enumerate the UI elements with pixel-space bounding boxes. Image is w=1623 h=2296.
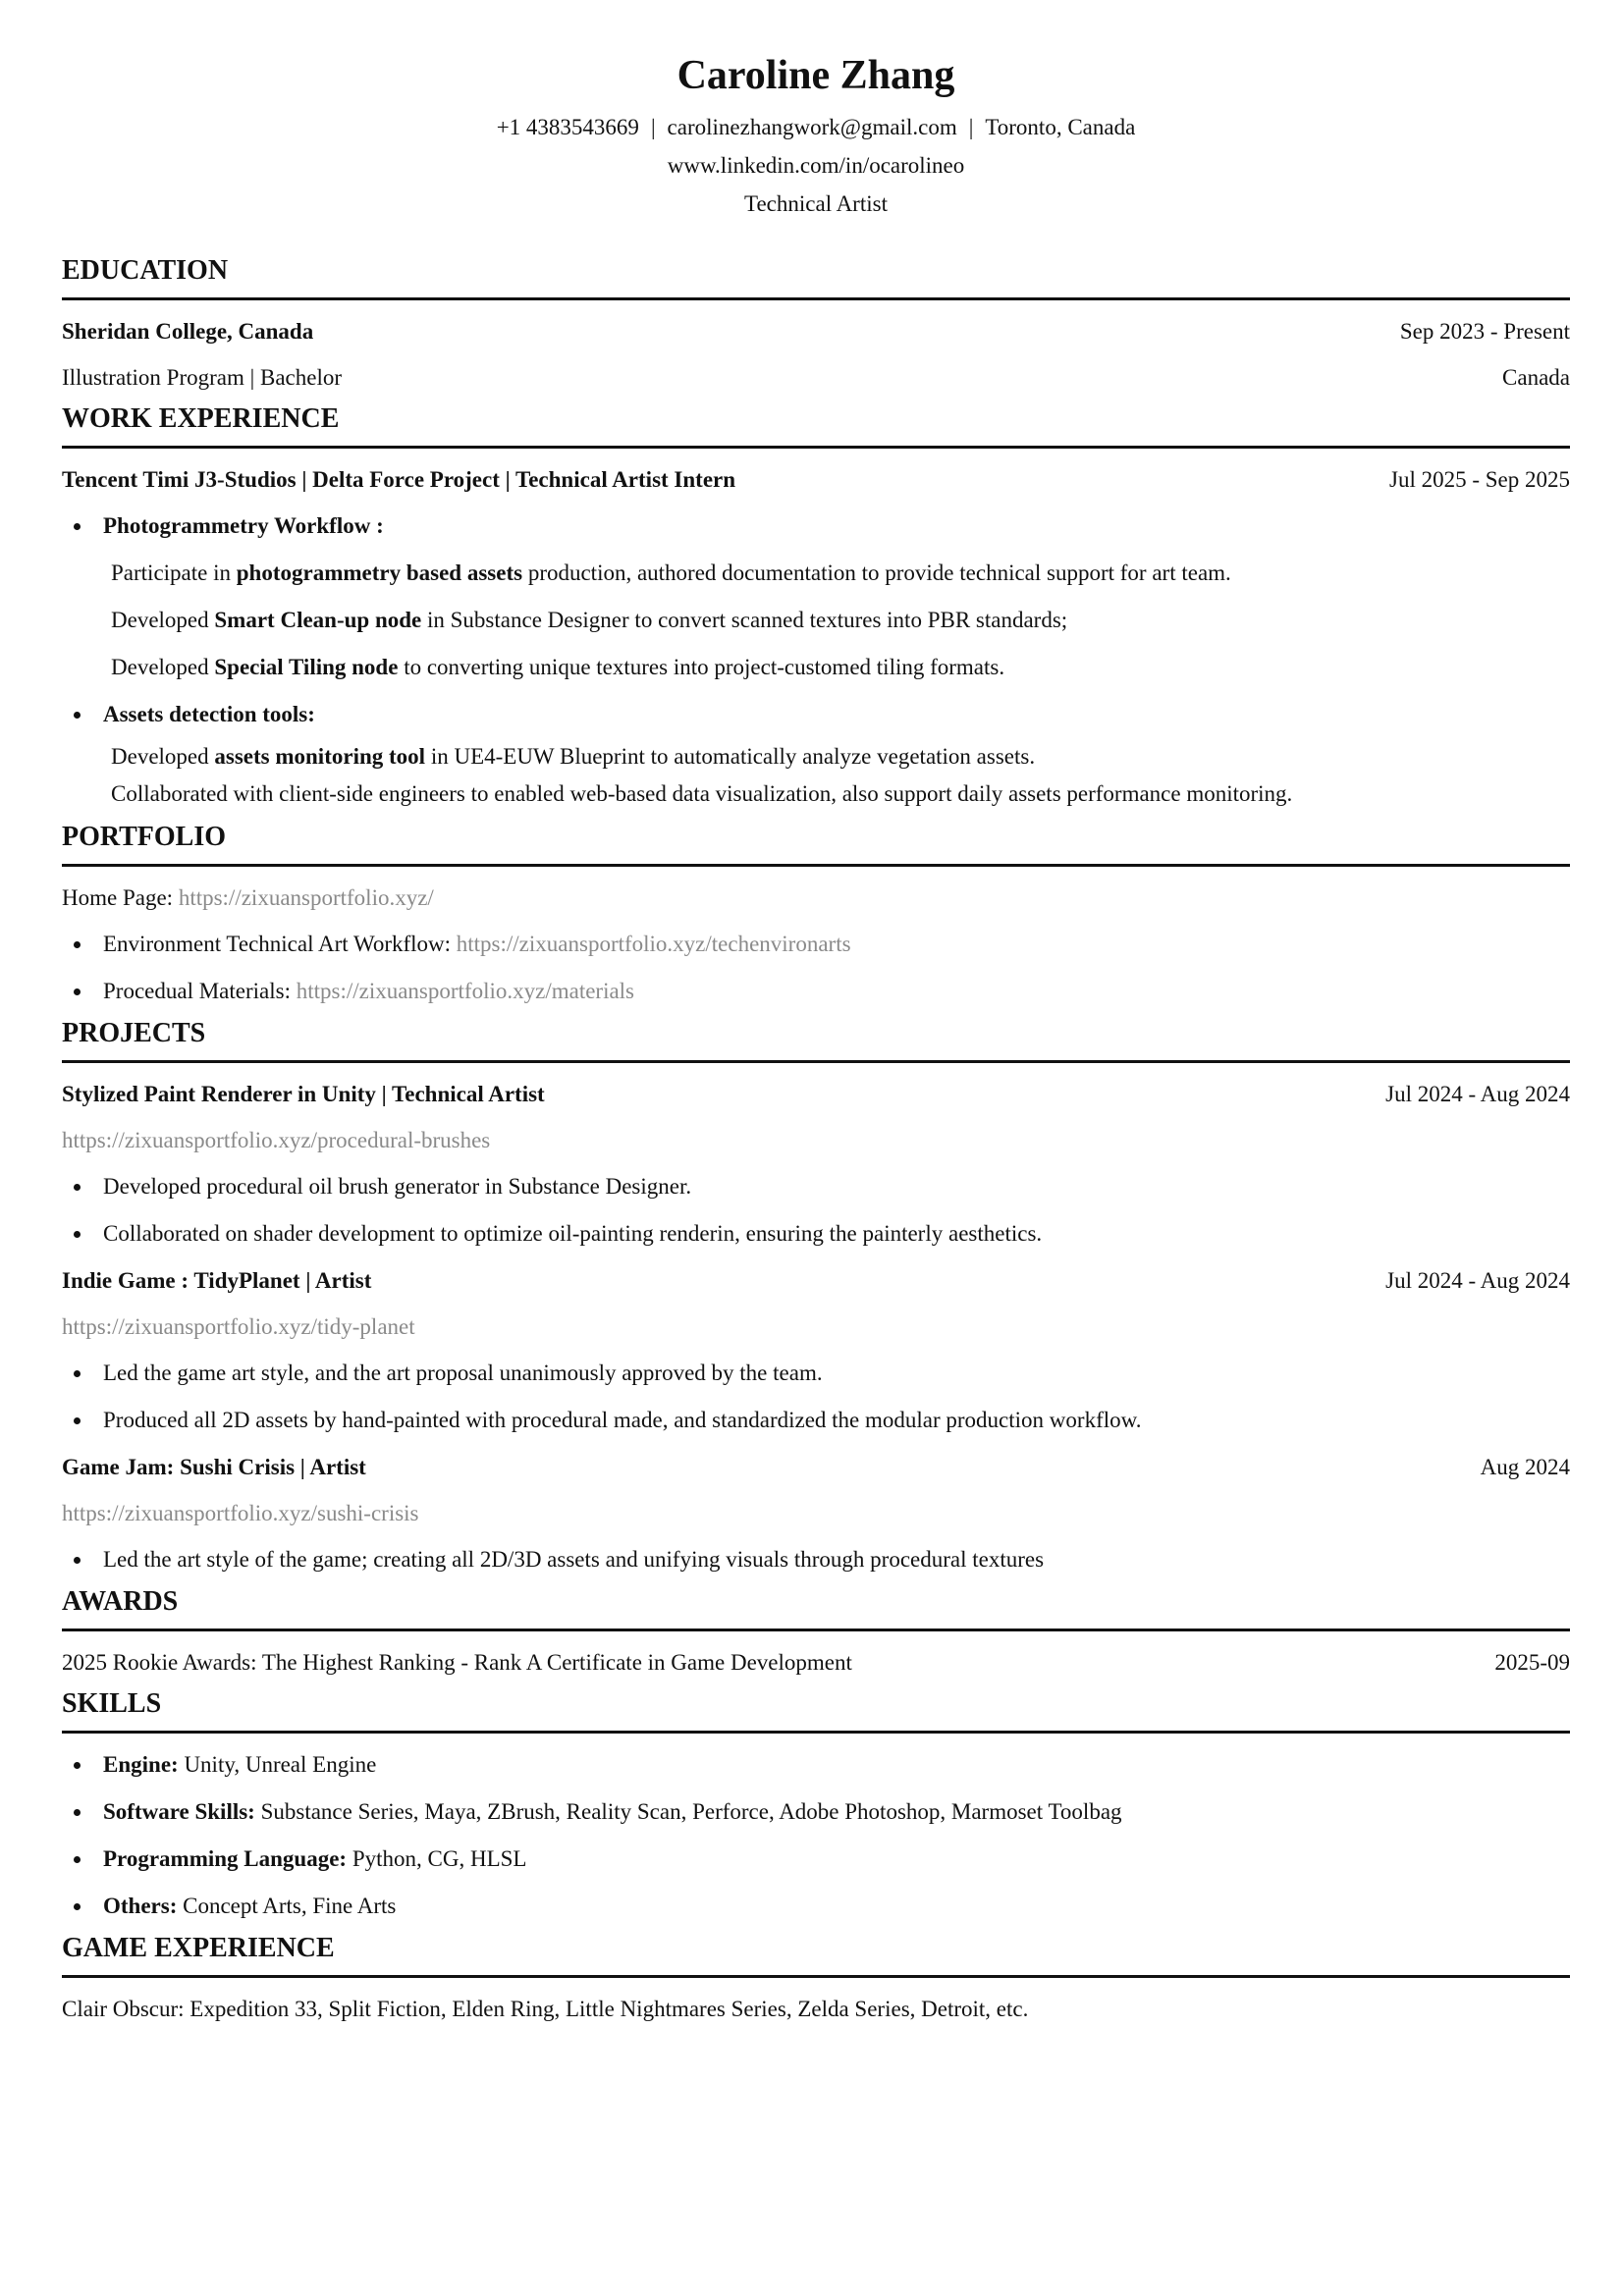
education-section bbox=[62, 252, 1570, 400]
home-page-line: Home Page: https://zixuansportfolio.xyz/ bbox=[62, 885, 434, 910]
game-experience-text: Clair Obscur: Expedition 33, Split Fiction, Elden Ring, Little Nightmares Series, Zelda Series, Detroit, etc. bbox=[62, 1997, 1029, 2021]
portfolio-link[interactable]: https://zixuansportfolio.xyz/materials bbox=[296, 979, 635, 1003]
project-title: Indie Game : TidyPlanet | Artist bbox=[62, 1268, 372, 1293]
section-heading: AWARDS bbox=[62, 1583, 1570, 1631]
school-name: Sheridan College, Canada bbox=[62, 319, 314, 344]
project-bullets bbox=[62, 1536, 1570, 1583]
portfolio-item: Procedual Materials: https://zixuansportfolio.xyz/materials bbox=[62, 968, 1570, 1015]
education-detail-row bbox=[62, 354, 1570, 400]
section-heading: WORK EXPERIENCE bbox=[62, 400, 1570, 449]
separator: | bbox=[968, 115, 974, 139]
section-heading: PROJECTS bbox=[62, 1015, 1570, 1063]
home-page-link[interactable]: https://zixuansportfolio.xyz/ bbox=[178, 885, 434, 910]
education-place: Canada bbox=[1502, 365, 1570, 390]
list-item: Developed procedural oil brush generator in Substance Designer. bbox=[62, 1163, 1570, 1210]
project-title: Game Jam: Sushi Crisis | Artist bbox=[62, 1455, 366, 1479]
program-name: Illustration Program | Bachelor bbox=[62, 365, 343, 390]
work-detail-line: Developed Special Tiling node to converting unique textures into project-customed tiling formats. bbox=[111, 655, 1005, 679]
skill-item: Others: Concept Arts, Fine Arts bbox=[62, 1883, 1570, 1930]
skill-item: Programming Language: Python, CG, HLSL bbox=[62, 1836, 1570, 1883]
game-experience-section bbox=[62, 1930, 1570, 2032]
project-dates: Jul 2024 - Aug 2024 bbox=[1385, 1268, 1570, 1293]
section-heading: SKILLS bbox=[62, 1685, 1570, 1734]
project-row bbox=[62, 1444, 1570, 1490]
skills-list bbox=[62, 1741, 1570, 1930]
work-detail-line: Developed Smart Clean-up node in Substance Designer to convert scanned textures into PBR standards; bbox=[111, 608, 1068, 632]
location: Toronto, Canada bbox=[985, 115, 1136, 139]
education-row bbox=[62, 308, 1570, 354]
work-detail-line: Participate in photogrammetry based assets production, authored documentation to provide technical support for art team. bbox=[111, 561, 1231, 585]
portfolio-list bbox=[62, 921, 1570, 1015]
list-item: Led the art style of the game; creating all 2D/3D assets and unifying visuals through procedural textures bbox=[62, 1536, 1570, 1583]
work-detail-line: Developed assets monitoring tool in UE4-EUW Blueprint to automatically analyze vegetation assets. bbox=[111, 744, 1036, 769]
skill-item: Software Skills: Substance Series, Maya, ZBrush, Reality Scan, Perforce, Adobe Photoshop, Marmoset Toolbag bbox=[62, 1789, 1570, 1836]
phone-number: +1 4383543669 bbox=[496, 115, 639, 139]
awards-section bbox=[62, 1583, 1570, 1685]
contact-line bbox=[62, 108, 1570, 146]
project-link[interactable]: https://zixuansportfolio.xyz/sushi-crisis bbox=[62, 1501, 419, 1525]
job-title: Technical Artist bbox=[744, 191, 888, 216]
award-row bbox=[62, 1639, 1570, 1685]
job-dates: Jul 2025 - Sep 2025 bbox=[1389, 467, 1570, 492]
project-link[interactable]: https://zixuansportfolio.xyz/tidy-planet bbox=[62, 1314, 415, 1339]
award-date: 2025-09 bbox=[1494, 1650, 1570, 1675]
project-bullets bbox=[62, 1350, 1570, 1444]
linkedin-link[interactable]: www.linkedin.com/in/ocarolineo bbox=[667, 153, 965, 178]
skill-item: Engine: Unity, Unreal Engine bbox=[62, 1741, 1570, 1789]
award-text: 2025 Rookie Awards: The Highest Ranking - Rank A Certificate in Game Development bbox=[62, 1650, 852, 1675]
project-dates: Aug 2024 bbox=[1480, 1455, 1570, 1479]
project-bullets bbox=[62, 1163, 1570, 1257]
project-link[interactable]: https://zixuansportfolio.xyz/procedural-brushes bbox=[62, 1128, 491, 1152]
project-row bbox=[62, 1257, 1570, 1304]
list-item: Produced all 2D assets by hand-painted with procedural made, and standardized the modular production workflow. bbox=[62, 1397, 1570, 1444]
separator: | bbox=[650, 115, 656, 139]
portfolio-section bbox=[62, 819, 1570, 1015]
portfolio-item: Environment Technical Art Workflow: https://zixuansportfolio.xyz/techenvironarts bbox=[62, 921, 1570, 968]
work-group-heading: Photogrammetry Workflow : bbox=[62, 503, 1570, 550]
section-heading: GAME EXPERIENCE bbox=[62, 1930, 1570, 1978]
job-title-line: Tencent Timi J3-Studios | Delta Force Project | Technical Artist Intern bbox=[62, 467, 736, 492]
list-item: Collaborated on shader development to optimize oil-painting renderin, ensuring the painterly aesthetics. bbox=[62, 1210, 1570, 1257]
portfolio-link[interactable]: https://zixuansportfolio.xyz/techenvironarts bbox=[456, 932, 851, 956]
project-dates: Jul 2024 - Aug 2024 bbox=[1385, 1082, 1570, 1106]
email-address: carolinezhangwork@gmail.com bbox=[667, 115, 957, 139]
job-row bbox=[62, 456, 1570, 503]
education-dates: Sep 2023 - Present bbox=[1399, 319, 1570, 344]
work-group-list bbox=[62, 691, 1570, 738]
section-heading: EDUCATION bbox=[62, 252, 1570, 300]
project-row bbox=[62, 1071, 1570, 1117]
skills-section bbox=[62, 1685, 1570, 1930]
work-section bbox=[62, 400, 1570, 819]
work-group-list bbox=[62, 503, 1570, 550]
list-item: Led the game art style, and the art proposal unanimously approved by the team. bbox=[62, 1350, 1570, 1397]
resume-header bbox=[62, 43, 1570, 223]
section-heading: PORTFOLIO bbox=[62, 819, 1570, 867]
projects-section bbox=[62, 1015, 1570, 1583]
project-title: Stylized Paint Renderer in Unity | Technical Artist bbox=[62, 1082, 545, 1106]
candidate-name: Caroline Zhang bbox=[676, 53, 955, 98]
work-detail-line: Collaborated with client-side engineers to enabled web-based data visualization, also support daily assets performance monitoring. bbox=[111, 781, 1293, 806]
work-group-heading: Assets detection tools: bbox=[62, 691, 1570, 738]
